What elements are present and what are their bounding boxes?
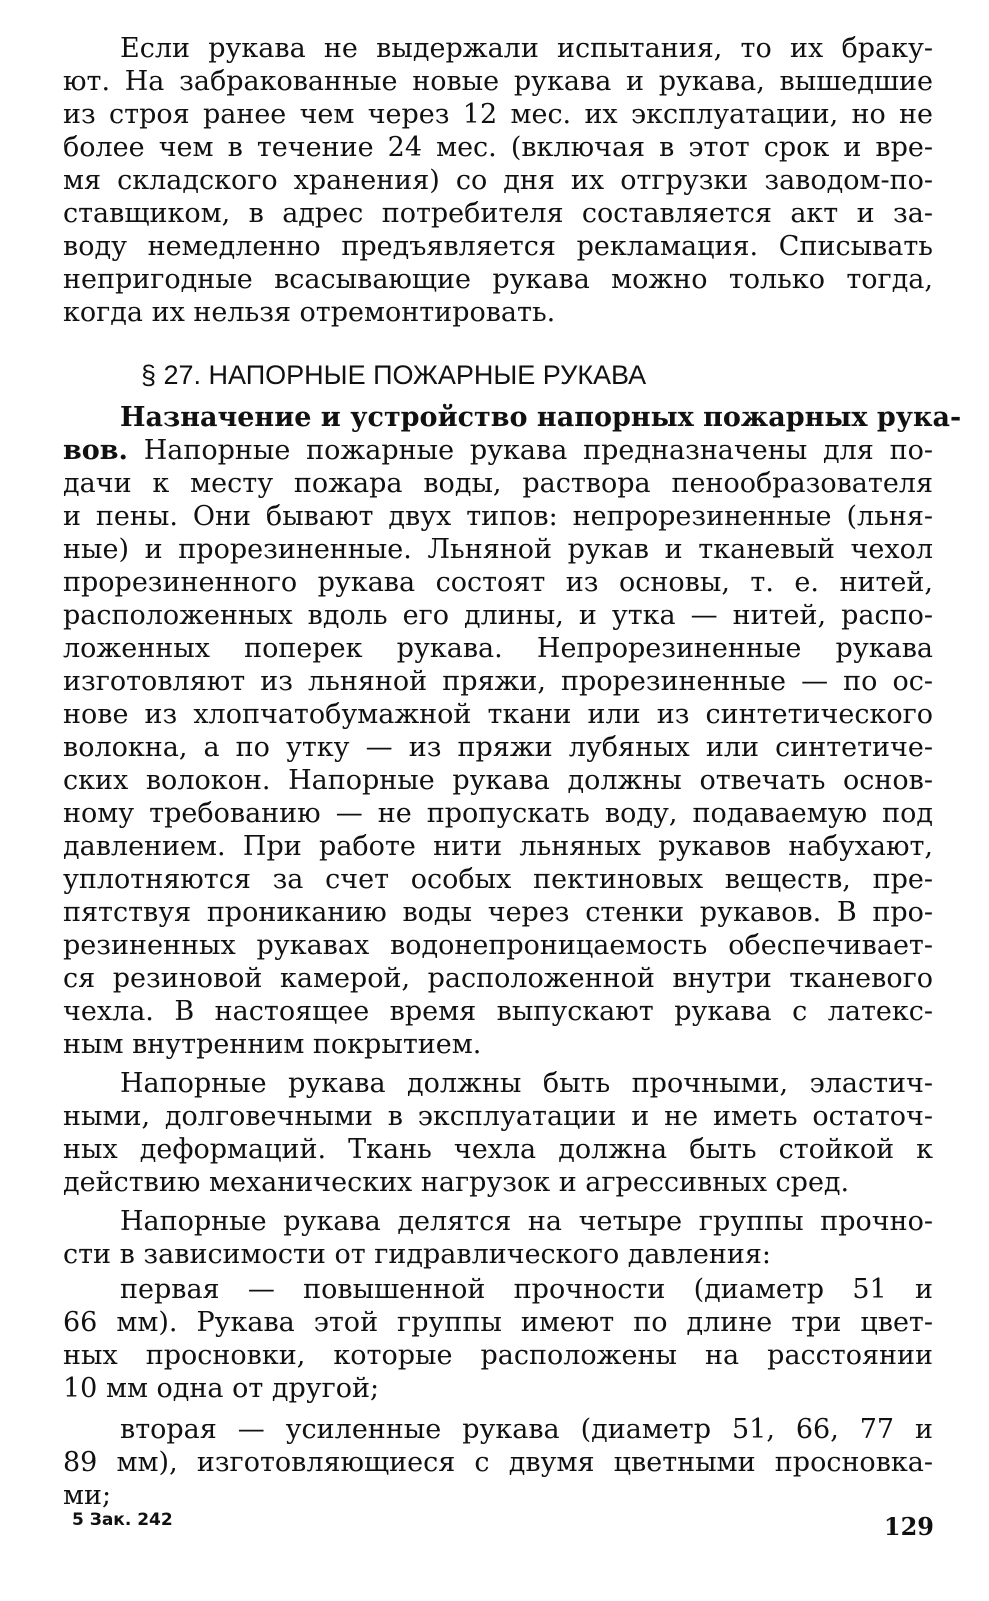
text-line: ные) и прорезиненные. Льняной рукав и тканевый чехол	[63, 534, 933, 565]
text-line: ными, долговечными в эксплуатации и не иметь остаточ-	[63, 1101, 933, 1132]
text-line: первая — повышенной прочности (диаметр 51 и	[120, 1274, 933, 1305]
text-line: ся резиновой камерой, расположенной внутри тканевого	[63, 963, 933, 994]
text-line: волокна, а по утку — из пряжи лубяных или синтетиче-	[63, 732, 933, 763]
paragraph-title: Назначение и устройство напорных пожарных рука-	[120, 402, 962, 433]
text-line: из строя ранее чем через 12 мес. их эксплуатации, но не	[63, 99, 933, 130]
text-line: когда их нельзя отремонтировать.	[63, 297, 556, 328]
text-line: пятствуя прониканию воды через стенки рукавов. В про-	[63, 897, 933, 928]
text-line: воду немедленно предъявляется рекламация. Списывать	[63, 231, 933, 262]
text-line: 10 мм одна от другой;	[63, 1373, 380, 1404]
text-line: вторая — усиленные рукава (диаметр 51, 66, 77 и	[120, 1414, 933, 1445]
text-line: уплотняются за счет особых пектиновых веществ, пре-	[63, 864, 933, 895]
text-line: ным внутренним покрытием.	[63, 1029, 482, 1060]
text-line: более чем в течение 24 мес. (включая в этот срок и вре-	[63, 132, 933, 163]
text-line: ложенных поперек рукава. Непрорезиненные рукава	[63, 633, 933, 664]
text-fragment: Напорные пожарные рукава предназначены для по-	[127, 435, 933, 466]
text-line: 89 мм), изготовляющиеся с двумя цветными просновка-	[63, 1447, 933, 1478]
text-line: сти в зависимости от гидравлического давления:	[63, 1239, 771, 1270]
text-line: расположенных вдоль его длины, и утка — нитей, распо-	[63, 600, 933, 631]
text-line: ми;	[63, 1480, 112, 1511]
text-line: Если рукава не выдержали испытания, то их браку-	[120, 33, 933, 64]
text-line: Напорные рукава делятся на четыре группы прочно-	[120, 1206, 933, 1237]
text-line: прорезиненного рукава состоят из основы, т. е. нитей,	[63, 567, 933, 598]
text-line	[63, 435, 933, 467]
paragraph-title-cont: вов.	[63, 435, 128, 466]
page-content	[63, 33, 962, 1573]
text-line: нове из хлопчатобумажной ткани или из синтетического	[63, 699, 933, 730]
print-signature: 5 Зак. 242	[72, 1510, 173, 1530]
text-line: изготовляют из льняной пряжи, прорезиненные — по ос-	[63, 666, 933, 697]
text-line: ных деформаций. Ткань чехла должна быть стойкой к	[63, 1134, 933, 1165]
text-line: ют. На забракованные новые рукава и рукава, вышедшие	[63, 66, 933, 97]
page-number: 129	[883, 1512, 934, 1541]
text-line: действию механических нагрузок и агрессивных сред.	[63, 1167, 850, 1198]
text-line: 66 мм). Рукава этой группы имеют по длине три цвет-	[63, 1307, 933, 1338]
text-line: дачи к месту пожара воды, раствора пенообразователя	[63, 468, 933, 499]
text-line: и пены. Они бывают двух типов: непрорезиненные (льня-	[63, 501, 933, 532]
text-line: непригодные всасывающие рукава можно только тогда,	[63, 264, 933, 295]
text-line: ному требованию — не пропускать воду, подаваемую под	[63, 798, 933, 829]
text-line: ставщиком, в адрес потребителя составляется акт и за-	[63, 198, 933, 229]
text-line: ных просновки, которые расположены на расстоянии	[63, 1340, 933, 1371]
text-line: ских волокон. Напорные рукава должны отвечать основ-	[63, 765, 933, 796]
text-line: чехла. В настоящее время выпускают рукава с латекс-	[63, 996, 933, 1027]
text-line: давлением. При работе нити льняных рукавов набухают,	[63, 831, 933, 862]
section-heading: § 27. НАПОРНЫЕ ПОЖАРНЫЕ РУКАВА	[141, 360, 647, 390]
text-line: мя складского хранения) со дня их отгрузки заводом-по-	[63, 165, 933, 196]
text-line: Напорные рукава должны быть прочными, эластич-	[120, 1068, 933, 1099]
text-line: резиненных рукавах водонепроницаемость обеспечивает-	[63, 930, 933, 961]
